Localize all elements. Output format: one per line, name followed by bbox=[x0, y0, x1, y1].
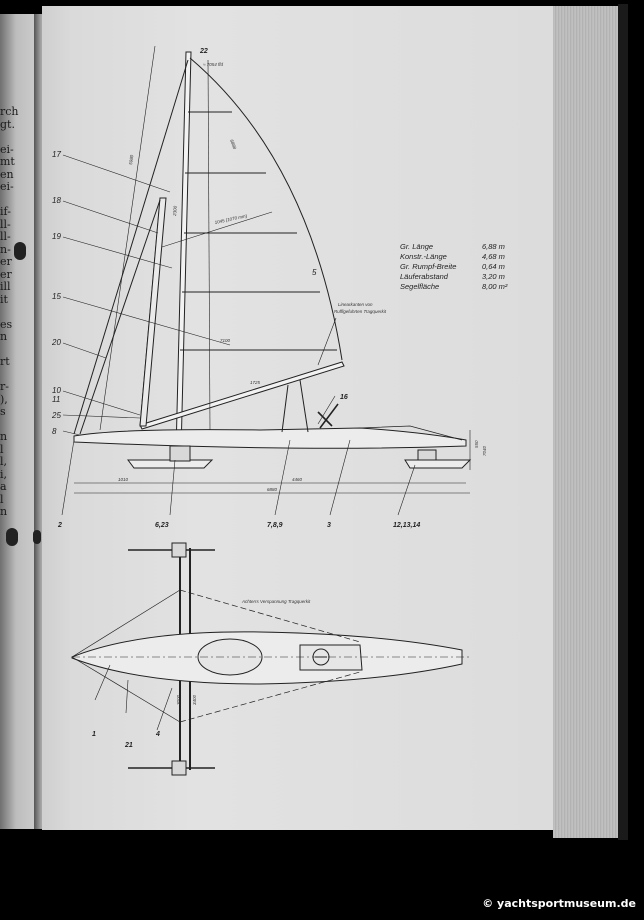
annotation: Achterrs Verspannung Tragquerkit bbox=[242, 599, 311, 604]
dimension-label: 3000 bbox=[176, 694, 181, 705]
leader-line bbox=[162, 212, 272, 247]
leader-line bbox=[275, 440, 290, 515]
runner-top-block bbox=[172, 543, 186, 557]
left-page-line: er bbox=[0, 268, 12, 281]
dimension-label: 1045 (1070 mm) bbox=[214, 213, 248, 225]
leader-line bbox=[126, 680, 128, 713]
part-number: 10 bbox=[52, 386, 61, 395]
hull-top bbox=[72, 632, 462, 684]
left-page-line: rt bbox=[0, 356, 10, 368]
spec-label: Konstr.-Länge bbox=[400, 252, 447, 261]
part-number: 5 bbox=[312, 268, 317, 277]
dimension-label: 7040 bbox=[482, 445, 487, 456]
left-page-line: it bbox=[0, 293, 8, 306]
left-page-line: n- bbox=[0, 243, 11, 256]
leader-line bbox=[157, 688, 172, 730]
boom bbox=[140, 362, 344, 429]
part-number: 3 bbox=[327, 522, 331, 529]
spec-label: Gr. Länge bbox=[400, 242, 434, 251]
runner-bottom-block bbox=[172, 761, 186, 775]
dimension-label: 3400 bbox=[192, 694, 197, 705]
part-number: 17 bbox=[52, 150, 61, 159]
left-page-line: r- bbox=[0, 381, 9, 393]
part-number: 4 bbox=[156, 731, 160, 738]
dimension-label: 7100 bbox=[220, 338, 231, 343]
spec-row bbox=[400, 282, 507, 292]
left-page-line: gt. bbox=[0, 118, 15, 131]
left-page-line: er bbox=[0, 256, 12, 268]
left-page-line: i, bbox=[0, 468, 8, 481]
hull-side bbox=[74, 428, 466, 448]
part-number: 21 bbox=[125, 742, 133, 749]
left-page-line: ), bbox=[0, 393, 8, 406]
dimension-label: ≈ 7054 ffd bbox=[203, 62, 223, 67]
seat-top bbox=[300, 645, 362, 670]
dimension-label: 5980 bbox=[128, 154, 135, 166]
spec-label: Gr. Rumpf-Breite bbox=[400, 262, 457, 271]
left-page-line: n bbox=[0, 331, 8, 343]
left-page-line: en bbox=[0, 168, 14, 181]
part-number: 25 bbox=[52, 411, 61, 420]
left-page-line: ill bbox=[0, 281, 11, 293]
spec-row bbox=[400, 272, 507, 282]
annotation: Rufflgefuhrten Tragquerkit bbox=[334, 309, 386, 314]
runner-rear-block bbox=[418, 450, 436, 460]
leader-line bbox=[398, 465, 415, 515]
left-page-line: l bbox=[0, 443, 4, 456]
copyright-watermark: © yachtsportmuseum.de bbox=[482, 897, 636, 910]
leader-line bbox=[62, 440, 74, 515]
part-number: 8 bbox=[52, 427, 57, 436]
left-page-line: n bbox=[0, 431, 8, 443]
runner-rear bbox=[405, 460, 470, 468]
left-page-line: ll- bbox=[0, 218, 11, 231]
dimension-label: 2300 bbox=[172, 205, 178, 217]
left-page-line: rch bbox=[0, 106, 19, 118]
runner-block bbox=[170, 446, 190, 461]
spec-table bbox=[400, 242, 507, 292]
forestay bbox=[74, 60, 188, 434]
spec-value: 3,20 m bbox=[482, 272, 505, 281]
jib-spar bbox=[140, 198, 166, 426]
leader-line bbox=[330, 440, 350, 515]
part-number: 16 bbox=[340, 394, 348, 401]
spec-value: 4,68 m bbox=[482, 252, 505, 261]
spec-row bbox=[400, 262, 507, 272]
dimension-label: 6880 bbox=[267, 487, 278, 492]
spec-label: Läuferabstand bbox=[400, 272, 448, 281]
crossbeam-strut bbox=[300, 380, 308, 432]
dimension-label: 1010 bbox=[118, 477, 129, 482]
left-page-line: mt bbox=[0, 156, 15, 168]
left-page-line: a bbox=[0, 481, 7, 493]
left-page-line: es bbox=[0, 318, 13, 331]
left-page-line: s bbox=[0, 406, 6, 418]
part-number: 20 bbox=[52, 338, 61, 347]
dimension-label: 550 bbox=[474, 440, 479, 448]
left-page-line: ei- bbox=[0, 143, 14, 156]
spec-row bbox=[400, 242, 507, 252]
leader-line bbox=[63, 391, 140, 415]
dimension-label: 4460 bbox=[292, 477, 303, 482]
spec-row bbox=[400, 252, 507, 262]
sail-leech bbox=[190, 58, 342, 360]
spec-value: 8,00 m² bbox=[482, 282, 508, 291]
part-number: 2 bbox=[58, 522, 62, 529]
leader-line bbox=[63, 155, 170, 192]
left-page-line: ei- bbox=[0, 181, 14, 193]
part-number: 12,13,14 bbox=[393, 522, 421, 529]
spec-value: 0,64 m bbox=[482, 262, 505, 271]
part-number: 18 bbox=[52, 196, 61, 205]
part-number: 7,8,9 bbox=[267, 522, 283, 529]
annotation: Linearkanten von bbox=[338, 302, 373, 307]
left-page-line: l, bbox=[0, 456, 8, 468]
dimension-label: 6888 bbox=[229, 138, 238, 150]
dimension-line bbox=[208, 60, 210, 430]
left-page-line: l bbox=[0, 493, 4, 506]
part-number: 6,23 bbox=[155, 522, 169, 529]
leader-line bbox=[63, 297, 230, 345]
spec-label: Segelfläche bbox=[400, 282, 440, 291]
spec-value: 6,88 m bbox=[482, 242, 505, 251]
part-number: 1 bbox=[92, 731, 96, 738]
leader-line bbox=[95, 665, 110, 700]
part-number: 19 bbox=[52, 232, 61, 241]
left-page-line: ll- bbox=[0, 231, 11, 243]
part-number: 15 bbox=[52, 292, 61, 301]
dimension-label: 1725 bbox=[250, 380, 261, 385]
part-number: 22 bbox=[200, 48, 208, 55]
left-page-line: n bbox=[0, 506, 8, 518]
part-number: 11 bbox=[52, 395, 61, 404]
left-page-line: if- bbox=[0, 206, 11, 218]
leader-line bbox=[318, 318, 336, 365]
crossbeam-strut bbox=[282, 385, 288, 432]
